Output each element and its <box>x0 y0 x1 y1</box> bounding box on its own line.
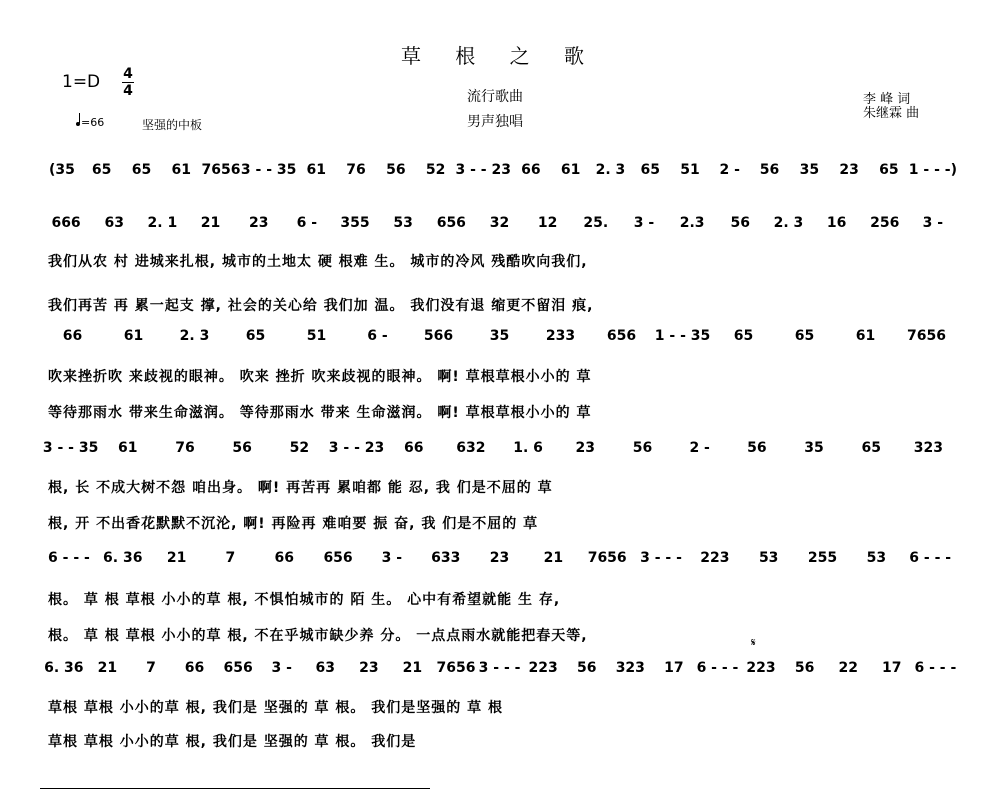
note-group: 35 <box>799 162 820 178</box>
lyric-line: 根, 开 不出香花默默不沉沦, 啊! 再险再 难咱要 振 奋, 我 们是不屈的 草 <box>48 516 539 532</box>
note-group: 223 <box>746 660 776 676</box>
note-group: 6 - - - <box>696 660 739 676</box>
note-group: 76 <box>346 162 366 178</box>
note-group: 66 <box>403 440 424 456</box>
note-group: 56 <box>632 440 653 456</box>
note-group: 61 <box>118 440 138 456</box>
note-group: 61 <box>171 162 191 178</box>
note-group: 21 <box>200 215 221 231</box>
note-group: 16 <box>826 215 847 231</box>
note-group: 63 <box>315 660 335 676</box>
lyric-line: 吹来挫折吹 来歧视的眼神。 吹来 挫折 吹来歧视的眼神。 啊! 草根草根小小的 草 <box>48 369 592 385</box>
note-group: 7656 <box>436 660 476 676</box>
note-group: 223 <box>528 660 558 676</box>
note-group: 2. 1 <box>147 215 178 231</box>
note-group: 21 <box>543 550 564 566</box>
note-group: 65 <box>91 162 112 178</box>
note-group: 7656 <box>587 550 627 566</box>
note-group: 53 <box>758 550 779 566</box>
note-group: 23 <box>839 162 859 178</box>
note-group: 51 <box>680 162 700 178</box>
note-group: 255 <box>807 550 838 566</box>
song-title: 草 根 之 歌 <box>400 44 599 68</box>
note-group: 66 <box>184 660 205 676</box>
note-group: 56 <box>386 162 406 178</box>
note-group: 76 <box>175 440 195 456</box>
lyricist-credit: 李 峰 词 <box>863 92 911 107</box>
note-group: 2 - <box>689 440 710 456</box>
note-group: 65 <box>861 440 881 456</box>
note-group: 6 - - - <box>914 660 957 676</box>
note-group: 3 - <box>381 550 403 566</box>
note-group: 1 - - 35 <box>654 328 711 344</box>
note-group: 66 <box>274 550 294 566</box>
note-group: 7656 <box>201 162 241 178</box>
note-group: 12 <box>537 215 558 231</box>
note-group: 61 <box>560 162 581 178</box>
notation-line <box>42 440 957 456</box>
note-group: 2. 3 <box>595 162 626 178</box>
note-group: 65 <box>245 328 266 344</box>
note-group: 2. 3 <box>179 328 210 344</box>
note-group: 21 <box>97 660 118 676</box>
note-group: 3 - - - <box>478 660 521 676</box>
note-group: 66 <box>521 162 541 178</box>
note-group: 2 - <box>719 162 740 178</box>
note-group: 3 - - 23 <box>328 440 385 456</box>
note-group: 53 <box>393 215 413 231</box>
note-group: 25. <box>583 215 609 231</box>
note-group: 323 <box>615 660 645 676</box>
note-group: 65 <box>640 162 660 178</box>
note-group: 633 <box>431 550 461 566</box>
key-signature: 1=D <box>62 72 101 92</box>
note-group: 66 <box>62 328 83 344</box>
segno-sign: 𝄋 <box>751 636 756 649</box>
note-group: 56 <box>759 162 780 178</box>
note-group: 7656 <box>907 328 946 344</box>
note-group: 52 <box>425 162 446 178</box>
note-group: 51 <box>306 328 327 344</box>
lyric-line: 根。 草 根 草根 小小的草 根, 不在乎城市缺少养 分。 一点点雨水就能把春天等, <box>48 628 588 644</box>
note-group: 56 <box>747 440 767 456</box>
note-group: 233 <box>545 328 576 344</box>
note-group: 6. 36 <box>44 660 84 676</box>
note-group: 1. 6 <box>513 440 543 456</box>
style-marking: 坚强的中板 <box>142 118 203 132</box>
note-group: 3 - - 35 <box>240 162 297 178</box>
note-group: 65 <box>733 328 754 344</box>
note-group: 56 <box>730 215 750 231</box>
note-group: 3 - - - <box>640 550 682 566</box>
note-group: 32 <box>489 215 510 231</box>
note-group: 23 <box>575 440 596 456</box>
note-group: 6 - <box>367 328 388 344</box>
note-group: 6 - - - <box>909 550 952 566</box>
note-group: 2. 3 <box>773 215 804 231</box>
note-group: 56 <box>576 660 597 676</box>
note-group: 2.3 <box>679 215 705 231</box>
note-group: 53 <box>866 550 887 566</box>
note-group: 22 <box>838 660 858 676</box>
composer-credit: 朱继霖 曲 <box>863 106 920 121</box>
tempo-value: =66 <box>81 116 105 129</box>
note-group: 61 <box>123 328 144 344</box>
quarter-note-icon <box>76 122 80 126</box>
lyric-line: 我们从农 村 进城来扎根, 城市的土地太 硬 根难 生。 城市的冷风 残酷吹向我们, <box>48 254 588 270</box>
note-group: 666 <box>51 215 81 231</box>
note-group: 6 - <box>296 215 318 231</box>
note-group: 56 <box>232 440 252 456</box>
time-signature <box>122 66 134 99</box>
note-group: 256 <box>870 215 900 231</box>
voice-type: 男声独唱 <box>467 114 523 130</box>
note-group: 21 <box>166 550 187 566</box>
note-group: 35 <box>804 440 824 456</box>
note-group: (35 <box>48 162 75 178</box>
note-group: 65 <box>131 162 152 178</box>
note-group: 223 <box>700 550 730 566</box>
note-group: 323 <box>913 440 944 456</box>
note-group: 23 <box>359 660 379 676</box>
note-group: 355 <box>340 215 370 231</box>
lyric-line: 等待那雨水 带来生命滋润。 等待那雨水 带来 生命滋润。 啊! 草根草根小小的 草 <box>48 405 592 421</box>
note-group: 17 <box>882 660 902 676</box>
tempo-marking <box>76 116 104 129</box>
note-group: 35 <box>489 328 510 344</box>
lyric-line: 我们再苦 再 累一起支 撑, 社会的关心给 我们加 温。 我们没有退 缩更不留泪 痕, <box>48 298 594 314</box>
note-group: 56 <box>794 660 815 676</box>
note-group: 17 <box>664 660 684 676</box>
note-group: 3 - <box>271 660 292 676</box>
note-group: 61 <box>306 162 326 178</box>
note-group: 566 <box>423 328 454 344</box>
meter-top: 4 <box>123 66 133 82</box>
notation-line <box>42 550 957 566</box>
notation-line <box>42 162 957 178</box>
notation-line <box>42 328 957 344</box>
lyric-line: 草根 草根 小小的草 根, 我们是 坚强的 草 根。 我们是坚强的 草 根 <box>48 700 504 716</box>
note-group: 65 <box>879 162 899 178</box>
note-group: 23 <box>489 550 510 566</box>
note-group: 632 <box>456 440 486 456</box>
note-group: 3 - <box>633 215 655 231</box>
note-group: 3 - - 23 <box>455 162 511 178</box>
note-group: 656 <box>223 660 253 676</box>
note-group: 52 <box>289 440 310 456</box>
note-group: 21 <box>402 660 423 676</box>
note-group: 7 <box>225 550 236 566</box>
note-group: 61 <box>855 328 876 344</box>
notation-line <box>42 215 957 231</box>
note-group: 63 <box>104 215 124 231</box>
note-group: 7 <box>146 660 156 676</box>
note-group: 1 - - -) <box>908 162 957 178</box>
note-group: 3 - <box>922 215 944 231</box>
genre: 流行歌曲 <box>467 89 523 105</box>
lyric-line: 根, 长 不成大树不怨 咱出身。 啊! 再苦再 累咱都 能 忍, 我 们是不屈的 草 <box>48 480 553 496</box>
note-group: 656 <box>606 328 637 344</box>
note-group: 6 - - - <box>48 550 90 566</box>
note-group: 6. 36 <box>103 550 143 566</box>
note-group: 3 - - 35 <box>42 440 99 456</box>
note-group: 65 <box>794 328 815 344</box>
note-group: 656 <box>323 550 353 566</box>
note-group: 23 <box>248 215 269 231</box>
notation-line <box>42 660 957 676</box>
note-group: 656 <box>436 215 466 231</box>
bottom-rule <box>40 788 430 789</box>
lyric-line: 根。 草 根 草根 小小的草 根, 不惧怕城市的 陌 生。 心中有希望就能 生 存, <box>48 592 561 608</box>
meter-bottom: 4 <box>123 83 133 99</box>
lyric-line: 草根 草根 小小的草 根, 我们是 坚强的 草 根。 我们是 <box>48 734 417 750</box>
